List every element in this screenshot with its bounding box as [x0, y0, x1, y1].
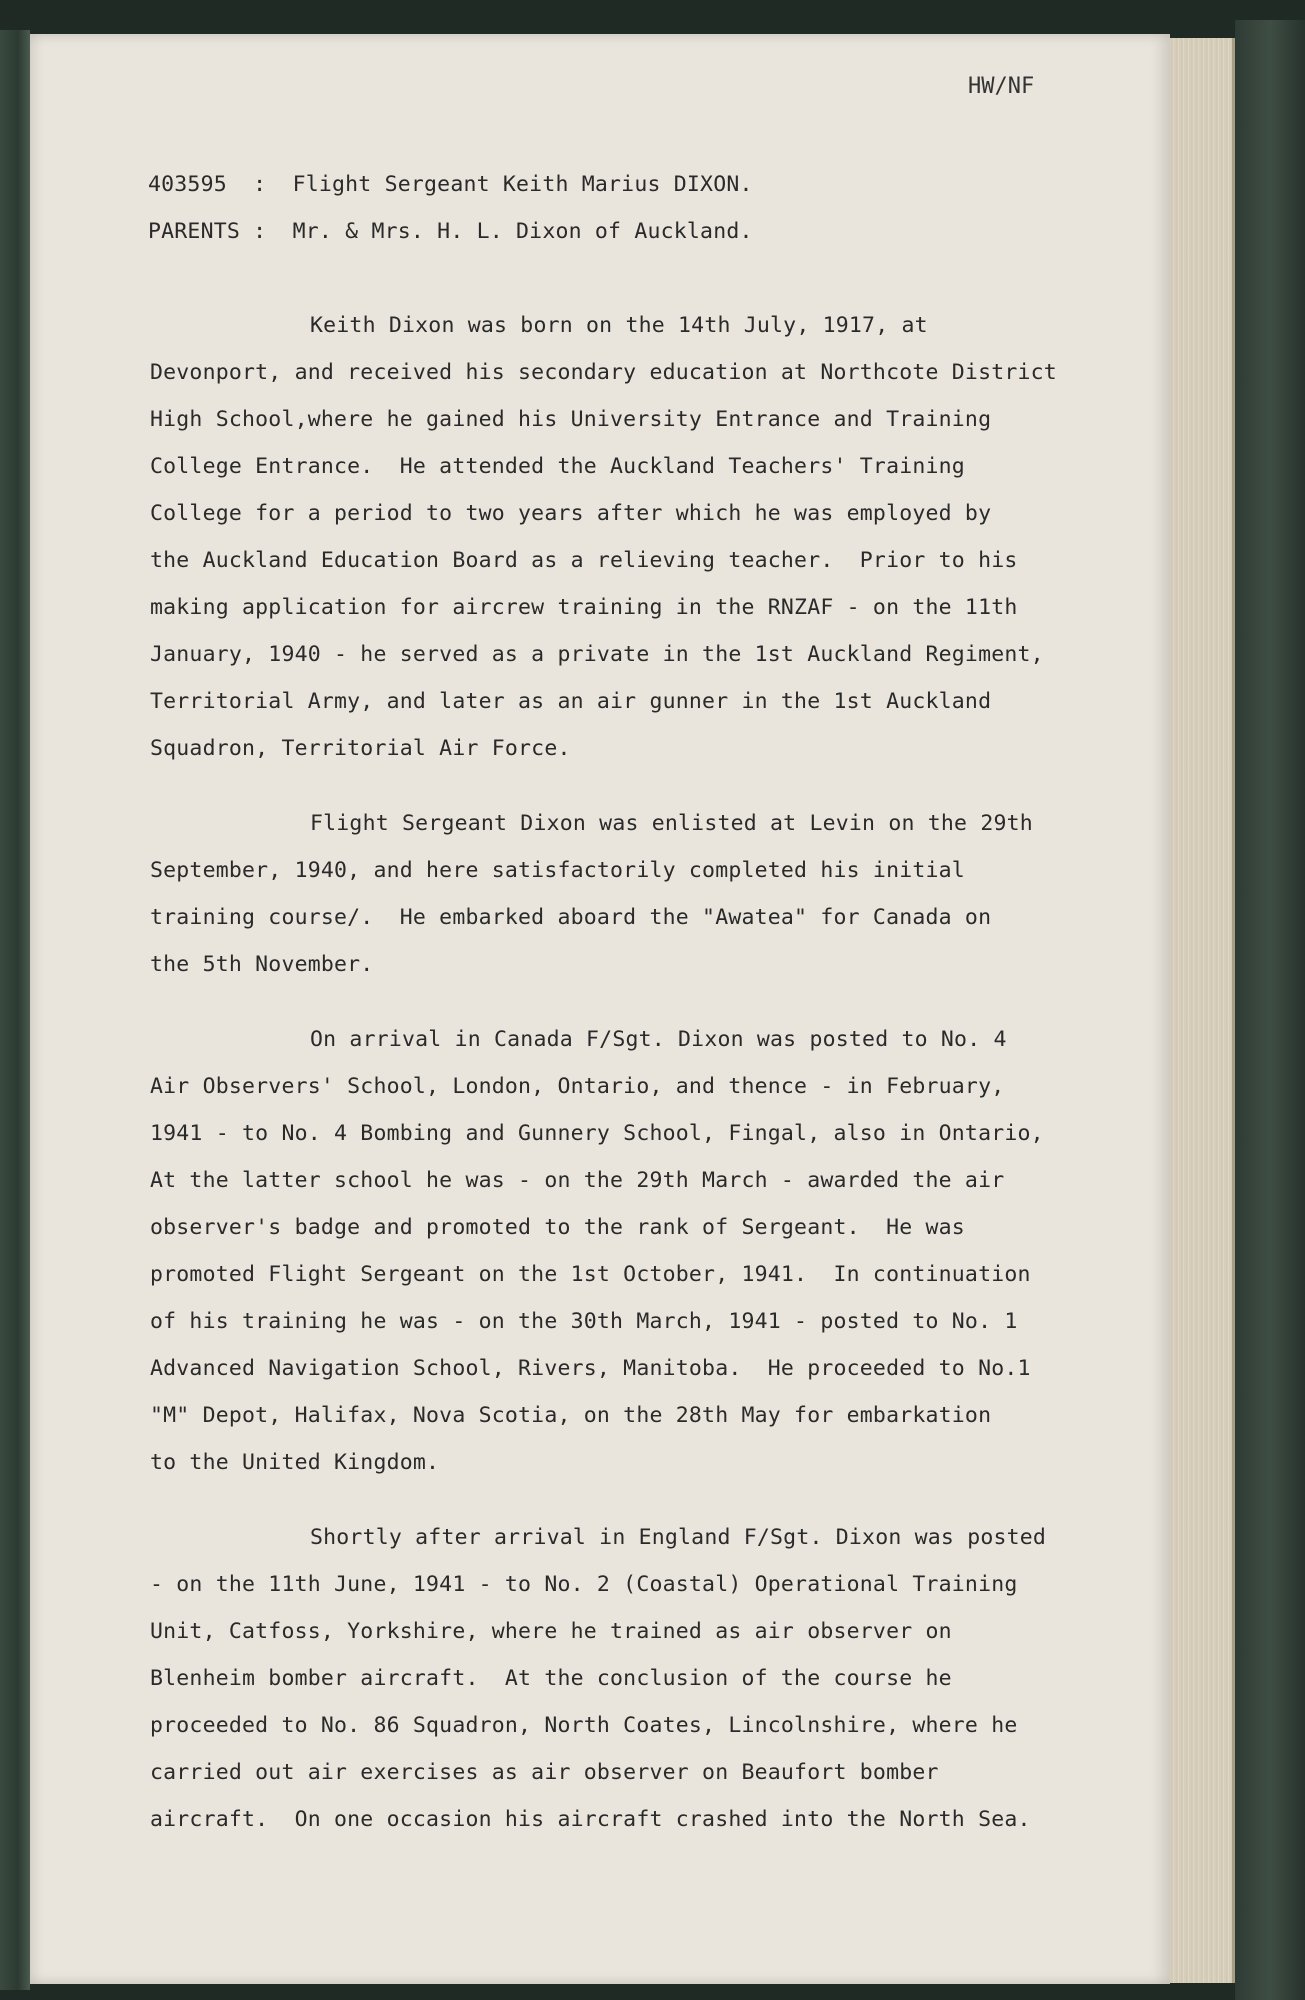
paragraph-line: High School,where he gained his University Entrance and Training [150, 407, 992, 432]
paragraph-line: Territorial Army, and later as an air gunner in the 1st Auckland [150, 689, 992, 714]
paragraph-line: January, 1940 - he served as a private in the 1st Auckland Regiment, [150, 642, 1044, 667]
paragraph-line: "M" Depot, Halifax, Nova Scotia, on the 28th May for embarkation [150, 1403, 992, 1428]
paragraph-line: Blenheim bomber aircraft. At the conclusion of the course he [150, 1666, 952, 1691]
paragraph-line: College for a period to two years after which he was employed by [150, 501, 992, 526]
paragraph-line: On arrival in Canada F/Sgt. Dixon was posted to No. 4 [310, 1027, 1007, 1052]
paragraph-line: - on the 11th June, 1941 - to No. 2 (Coastal) Operational Training [150, 1572, 1018, 1597]
paragraph-line: At the latter school he was - on the 29th March - awarded the air [150, 1168, 1005, 1193]
paragraph-line: promoted Flight Sergeant on the 1st October, 1941. In continuation [150, 1262, 1031, 1287]
paragraph-line: College Entrance. He attended the Auckland Teachers' Training [150, 454, 965, 479]
paragraph-line: making application for aircrew training in the RNZAF - on the 11th [150, 595, 1018, 620]
paragraph-line: Air Observers' School, London, Ontario, and thence - in February, [150, 1074, 1005, 1099]
paragraph-line: aircraft. On one occasion his aircraft crashed into the North Sea. [150, 1807, 1031, 1832]
paragraph-line: Flight Sergeant Dixon was enlisted at Levin on the 29th [310, 811, 1033, 836]
paragraph-line: training course/. He embarked aboard the "Awatea" for Canada on [150, 905, 992, 930]
paragraph-line: Shortly after arrival in England F/Sgt. Dixon was posted [310, 1525, 1047, 1550]
paragraph-line: to the United Kingdom. [150, 1450, 440, 1475]
paragraph-line: carried out air exercises as air observer on Beaufort bomber [150, 1760, 939, 1785]
paragraph-line: Advanced Navigation School, Rivers, Manitoba. He proceeded to No.1 [150, 1356, 1031, 1381]
paragraph-line: Keith Dixon was born on the 14th July, 1917, at [310, 313, 928, 338]
binder-left-edge [0, 30, 30, 1990]
paragraph-line: September, 1940, and here satisfactorily completed his initial [150, 858, 965, 883]
paragraph-line: Unit, Catfoss, Yorkshire, where he trained as air observer on [150, 1619, 952, 1644]
paragraph-line: 1941 - to No. 4 Bombing and Gunnery School, Fingal, also in Ontario, [150, 1121, 1044, 1146]
paragraph-line: the Auckland Education Board as a relieving teacher. Prior to his [150, 548, 1018, 573]
paragraph-line: Devonport, and received his secondary education at Northcote District [150, 360, 1057, 385]
paragraph-line: of his training he was - on the 30th March, 1941 - posted to No. 1 [150, 1309, 1018, 1334]
paragraph-line: Squadron, Territorial Air Force. [150, 736, 571, 761]
paragraph-line: proceeded to No. 86 Squadron, North Coates, Lincolnshire, where he [150, 1713, 1018, 1738]
parents-line: PARENTS : Mr. & Mrs. H. L. Dixon of Auckland. [148, 219, 753, 244]
paragraph-line: the 5th November. [150, 952, 374, 977]
service-number-line: 403595 : Flight Sergeant Keith Marius DIXON. [148, 172, 753, 197]
binder-right-edge [1235, 20, 1305, 2000]
paragraph-line: observer's badge and promoted to the rank of Sergeant. He was [150, 1215, 965, 1240]
reference-code: HW/NF [968, 74, 1035, 99]
page-stack-edges [1170, 38, 1235, 1983]
